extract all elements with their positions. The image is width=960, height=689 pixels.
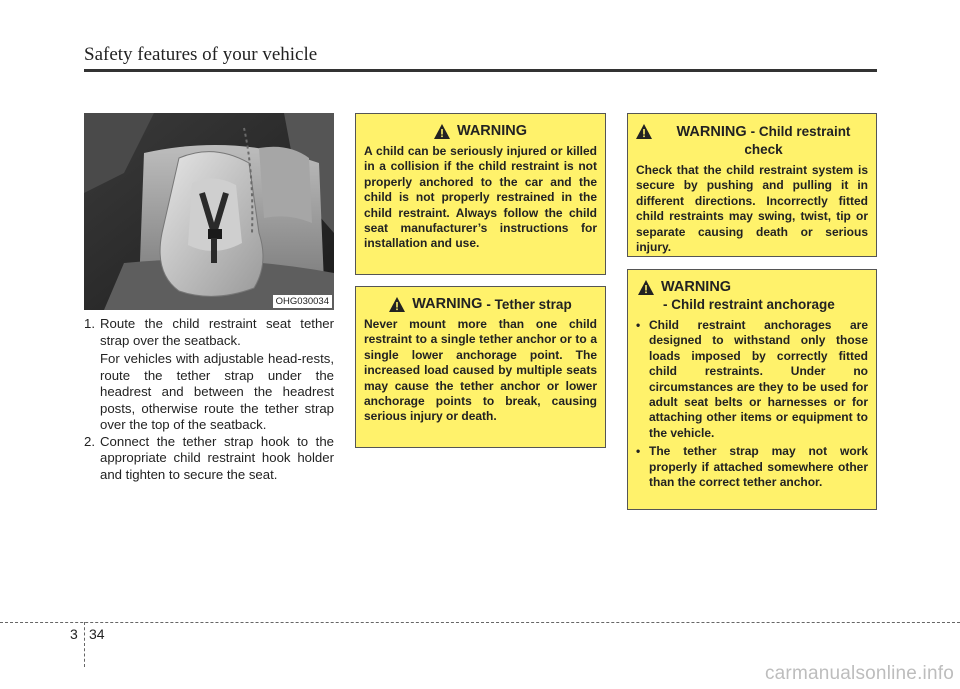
warning-title: WARNING xyxy=(676,124,747,140)
warning-body: Check that the child restraint system is secure by pushing and pulling it in different directions. Incorrectly fitted child restraints may swing, twist, tip or separate causing death or serious injury. xyxy=(636,163,868,255)
warning-heading xyxy=(364,296,597,313)
warning-box-general xyxy=(355,113,606,275)
page-number: 34 xyxy=(89,626,105,642)
bullet-item: • The tether strap may not work properly if attached somewhere other than the correct tether anchor. xyxy=(636,444,868,490)
child-seat-illustration xyxy=(84,113,334,310)
warning-heading xyxy=(636,279,868,314)
child-seat-photo xyxy=(84,113,334,310)
step-number: 1. xyxy=(84,316,95,331)
warning-triangle-icon xyxy=(434,124,450,139)
step-text: Connect the tether strap hook to the appropriate child restraint hook holder and tighten to secure the seat. xyxy=(100,433,334,482)
warning-subtitle: - Child restraint check xyxy=(744,124,851,157)
warning-box-restraint-anchorage xyxy=(627,269,877,510)
instruction-steps xyxy=(84,316,334,483)
warning-triangle-icon xyxy=(638,280,654,295)
footer-rule xyxy=(0,622,960,623)
footer-divider xyxy=(84,622,85,667)
step-1 xyxy=(84,316,334,434)
watermark: carmanualsonline.info xyxy=(764,663,954,684)
warning-title: WARNING xyxy=(661,279,732,295)
warning-bullets xyxy=(636,318,868,490)
page-header-title: Safety features of your vehicle xyxy=(84,44,318,65)
photo-code: OHG030034 xyxy=(273,295,332,308)
warning-heading-text xyxy=(659,123,868,159)
step-2 xyxy=(84,434,334,484)
warning-heading-text xyxy=(661,279,835,314)
warning-heading xyxy=(636,123,868,159)
step-subtext: For vehicles with adjustable head-rests, route the tether strap under the headrest and between the headrest posts, otherwise route the tether strap over the top of the seatback. xyxy=(100,351,334,432)
section-number: 3 xyxy=(70,626,78,642)
warning-subtitle: - Tether strap xyxy=(486,297,572,312)
warning-triangle-icon xyxy=(389,297,405,312)
warning-body: Never mount more than one child restraint to a single tether anchor or to a single lower anchorage point. The increased load caused by multiple seats may cause the tether anchor or lower anchorage points to break, causing serious injury or death. xyxy=(364,317,597,424)
warning-box-restraint-check xyxy=(627,113,877,257)
step-number: 2. xyxy=(84,433,95,449)
warning-triangle-icon xyxy=(636,124,652,139)
warning-heading xyxy=(364,123,597,140)
step-text: Route the child restraint seat tether strap over the seatback. xyxy=(100,316,334,348)
bullet-item: • Child restraint anchorages are designed to withstand only those loads imposed by correctly fitted child restraints. Under no circumstances are they to be used for adult seat belts or harnesses or for attaching other items or equipment to the vehicle. xyxy=(636,318,868,441)
header-rule xyxy=(84,69,877,72)
warning-box-tether-strap xyxy=(355,286,606,448)
warning-subtitle: - Child restraint anchorage xyxy=(663,297,835,312)
warning-body: A child can be seriously injured or killed in a collision if the child restraint is not properly anchored to the car and the child is not properly restrained in the child restraint. Always follow the child seat manufacturer’s instructions for installation and use. xyxy=(364,144,597,251)
warning-title: WARNING xyxy=(412,296,483,312)
warning-title: WARNING xyxy=(456,123,528,139)
